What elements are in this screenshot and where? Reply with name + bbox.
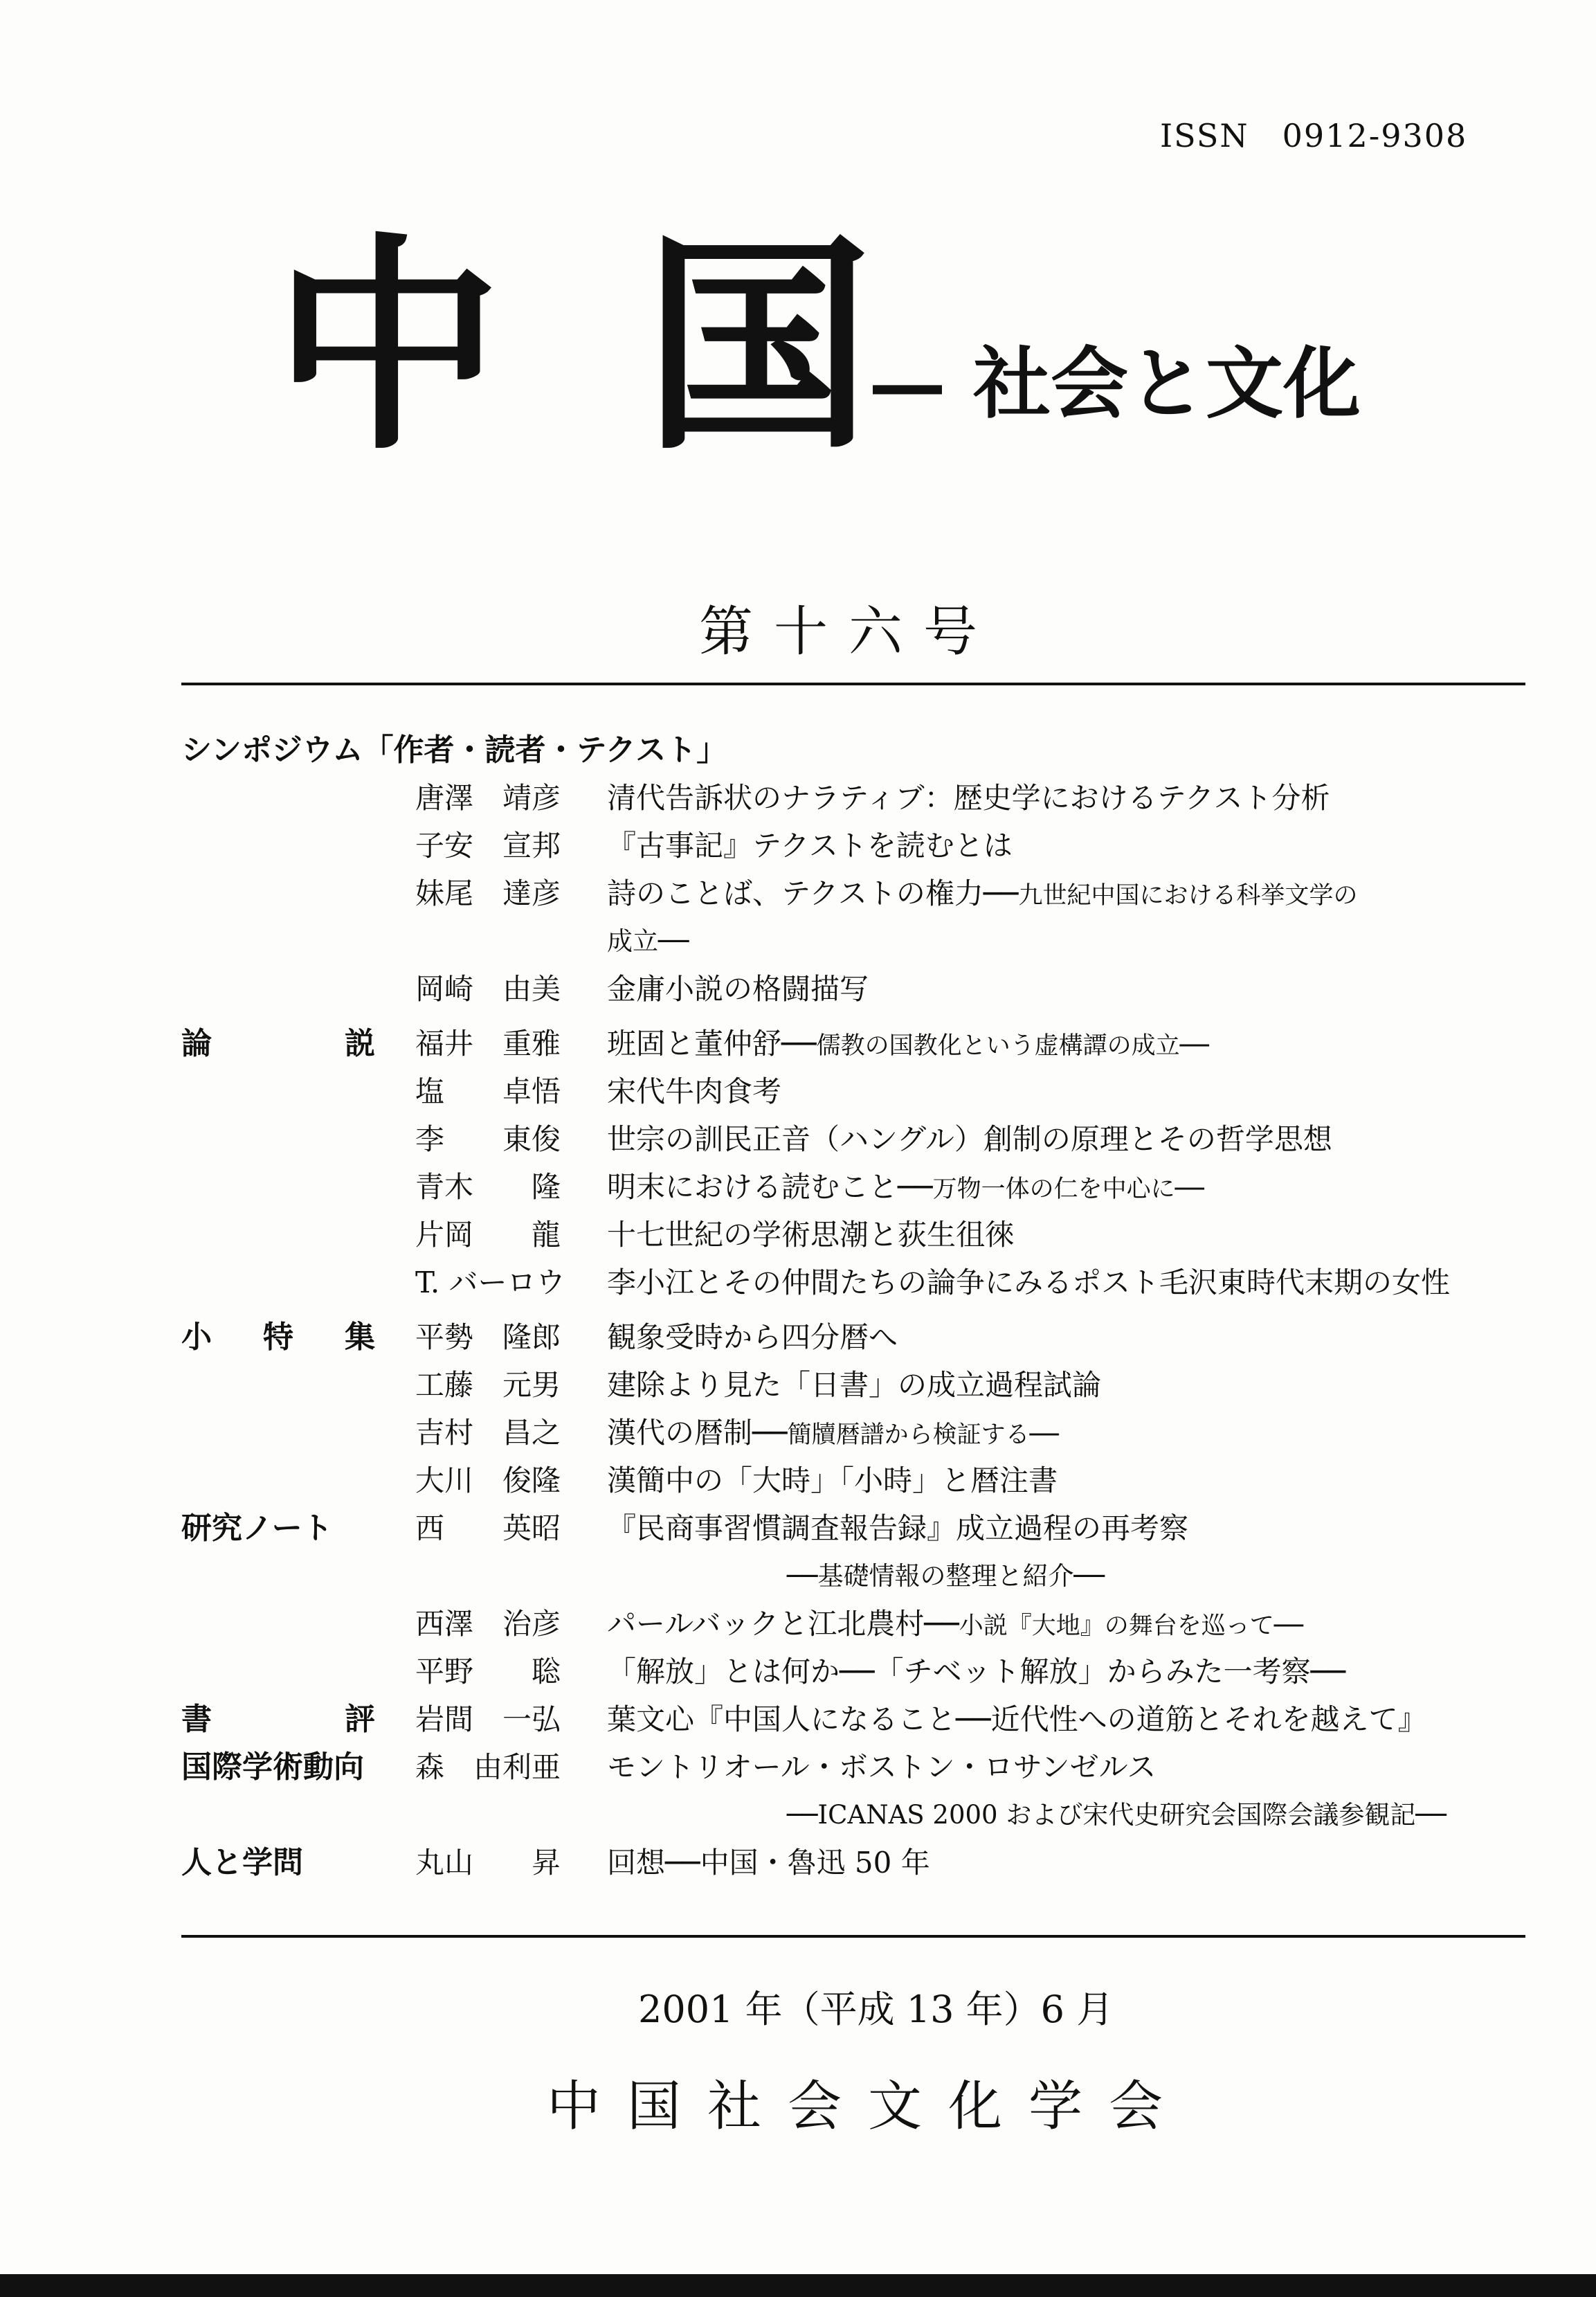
toc-title-continuation: ──基礎情報の整理と紹介── xyxy=(787,1561,1105,1591)
toc-entry xyxy=(181,1409,1531,1457)
toc-category: 研究ノート xyxy=(181,1511,333,1546)
toc-title-main: 葉文心『中国人になること──近代性への道筋とそれを越えて』 xyxy=(607,1702,1427,1736)
toc-title xyxy=(607,1504,1596,1552)
toc-title-main: 漢簡中の「大時」「小時」と暦注書 xyxy=(607,1463,1058,1497)
toc-title xyxy=(607,870,1596,920)
toc-entry xyxy=(181,1313,1531,1361)
toc-title-main: 漢代の暦制── xyxy=(607,1416,788,1450)
toc-entry xyxy=(181,774,1531,822)
toc-entry xyxy=(181,1115,1531,1163)
toc-category: 論 説 xyxy=(181,1026,375,1061)
bottom-rule xyxy=(181,1935,1525,1938)
toc-title-main: 『民商事習慣調査報告録』成立過程の再考察 xyxy=(607,1511,1189,1545)
masthead-char-1: 中 xyxy=(273,212,502,480)
toc-title-main: 観象受時から四分暦へ xyxy=(607,1320,898,1354)
toc-entry xyxy=(181,1259,1531,1306)
toc-title xyxy=(607,1163,1596,1214)
toc-author: 平勢 隆郎 xyxy=(415,1320,561,1354)
scan-edge xyxy=(0,2274,1596,2297)
toc-author: 塩 卓悟 xyxy=(415,1074,561,1108)
toc-author: 大川 俊隆 xyxy=(415,1463,561,1497)
toc-title xyxy=(607,1409,1596,1459)
toc-author: 森 由利亜 xyxy=(415,1750,561,1784)
issue-number: 第十六号 xyxy=(699,601,999,663)
toc-title xyxy=(607,822,1596,870)
toc-title-main: 建除より見た「日書」の成立過程試論 xyxy=(607,1368,1102,1402)
toc-title xyxy=(607,774,1596,822)
toc-title-continuation: 成立── xyxy=(607,926,689,956)
toc-title-subtitle: 九世紀中国における科挙文学の xyxy=(1018,882,1358,910)
toc-author: 妹尾 達彦 xyxy=(415,876,561,910)
toc-entry xyxy=(181,1839,1531,1886)
toc-entry xyxy=(181,1068,1531,1115)
toc-entry xyxy=(181,1211,1531,1259)
toc-title-main: 班固と董仲舒── xyxy=(607,1027,817,1061)
toc-entry xyxy=(181,917,1531,965)
toc-title xyxy=(607,1600,1596,1650)
toc-title-subtitle: 儒教の国教化という虚構譚の成立── xyxy=(816,1032,1209,1060)
toc-entry xyxy=(181,1791,1531,1839)
toc-title-main: 十七世紀の学術思潮と荻生徂徠 xyxy=(607,1218,1015,1252)
masthead-subtitle: — 社会と文化 xyxy=(869,339,1361,429)
toc-entry xyxy=(181,1361,1531,1409)
toc-title xyxy=(607,965,1596,1013)
toc-entry xyxy=(181,965,1531,1013)
masthead-char-2: 国 xyxy=(644,212,872,480)
toc-title-main: 清代告訴状のナラティブ：歴史学におけるテクスト分析 xyxy=(607,781,1330,815)
toc-entry xyxy=(181,1457,1531,1504)
toc-entry xyxy=(181,1743,1531,1791)
toc-category: 書 評 xyxy=(181,1702,375,1737)
toc-title xyxy=(607,1695,1596,1743)
toc-title-main: 「解放」とは何か──「チベット解放」からみた一考察── xyxy=(607,1655,1346,1688)
toc-rows xyxy=(181,774,1531,1886)
publisher: 中国社会文化学会 xyxy=(547,2075,1190,2138)
toc-entry xyxy=(181,1552,1531,1600)
toc-title xyxy=(607,1648,1596,1695)
top-rule xyxy=(181,683,1525,685)
toc-author: 工藤 元男 xyxy=(415,1368,561,1402)
toc-entry xyxy=(181,1648,1531,1695)
toc-author: 青木 隆 xyxy=(415,1170,561,1204)
toc-title xyxy=(607,1211,1596,1259)
toc-title xyxy=(607,1020,1596,1070)
toc-title-main: モントリオール・ボストン・ロサンゼルス xyxy=(607,1750,1157,1784)
toc-author: T. バーロウ xyxy=(415,1265,565,1299)
toc-title-continuation: ──ICANAS 2000 および宋代史研究会国際会議参観記── xyxy=(787,1800,1447,1830)
toc-author: 李 東俊 xyxy=(415,1122,561,1156)
toc-author: 唐澤 靖彦 xyxy=(415,781,561,815)
toc-title xyxy=(607,1457,1596,1504)
toc-author: 吉村 昌之 xyxy=(415,1416,561,1450)
toc-title-main: 『古事記』テクストを読むとは xyxy=(607,829,1013,863)
toc-author: 丸山 昇 xyxy=(415,1846,561,1880)
table-of-contents xyxy=(181,727,1531,1886)
toc-title xyxy=(607,1313,1596,1361)
toc-entry xyxy=(181,1695,1531,1743)
toc-title xyxy=(607,1361,1596,1409)
publication-date: 2001 年（平成 13 年）6 月 xyxy=(638,1988,1114,2031)
toc-title xyxy=(607,1743,1596,1791)
toc-category: 国際学術動向 xyxy=(181,1749,364,1785)
toc-title xyxy=(607,1115,1596,1163)
toc-title-subtitle: 小説『大地』の舞台を巡って── xyxy=(959,1612,1303,1640)
toc-category: 人と学問 xyxy=(181,1845,303,1880)
toc-title-main: 宋代牛肉食考 xyxy=(607,1074,782,1108)
toc-title xyxy=(607,1068,1596,1115)
symposium-heading: シンポジウム「作者・読者・テクスト」 xyxy=(181,732,727,768)
toc-author: 西澤 治彦 xyxy=(415,1607,561,1641)
toc-entry xyxy=(181,822,1531,870)
issn: ISSN 0912-9308 xyxy=(1160,117,1468,154)
toc-title-main: 詩のことば、テクストの権力── xyxy=(607,876,1019,910)
toc-author: 子安 宣邦 xyxy=(415,829,561,863)
toc-title-main: 明末における読むこと── xyxy=(607,1170,933,1204)
toc-author: 岩間 一弘 xyxy=(415,1702,561,1736)
toc-entry xyxy=(181,1163,1531,1211)
toc-title xyxy=(607,1259,1596,1306)
toc-author: 平野 聡 xyxy=(415,1655,561,1688)
toc-title-main: 世宗の訓民正音（ハングル）創制の原理とその哲学思想 xyxy=(607,1122,1332,1156)
toc-title-subtitle: 万物一体の仁を中心に── xyxy=(932,1175,1204,1203)
toc-title-subtitle: 簡牘暦譜から検証する── xyxy=(787,1421,1059,1449)
toc-title-main: 李小江とその仲間たちの論争にみるポスト毛沢東時代末期の女性 xyxy=(607,1265,1451,1299)
toc-entry xyxy=(181,1600,1531,1648)
toc-title-main: 回想──中国・魯迅 50 年 xyxy=(607,1846,930,1880)
toc-title-main: 金庸小説の格闘描写 xyxy=(607,972,869,1006)
toc-author: 片岡 龍 xyxy=(415,1218,561,1252)
toc-author: 西 英昭 xyxy=(415,1511,561,1545)
toc-author: 福井 重雅 xyxy=(415,1027,561,1061)
toc-entry xyxy=(181,1020,1531,1068)
toc-category: 小 特 集 xyxy=(181,1319,375,1355)
toc-title-main: パールバックと江北農村── xyxy=(607,1607,959,1641)
toc-entry xyxy=(181,870,1531,917)
toc-author: 岡崎 由美 xyxy=(415,972,561,1006)
toc-title xyxy=(607,1839,1596,1886)
toc-entry xyxy=(181,1504,1531,1552)
